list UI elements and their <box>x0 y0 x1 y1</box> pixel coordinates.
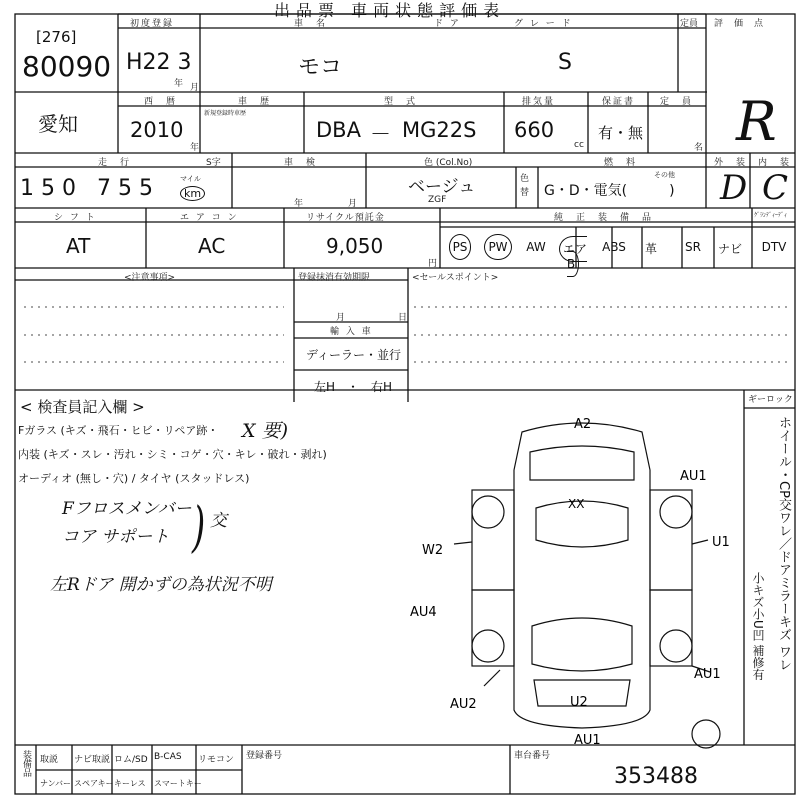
import-label: 輸 入 車 <box>330 327 373 337</box>
equip-leather: 革 <box>644 242 657 256</box>
side-panel-line2: 小キズ小U凹 補修有 <box>751 572 765 681</box>
model-type-value: MG22S <box>402 118 477 142</box>
mark-top: A2 <box>574 417 592 432</box>
warranty-value: 有・無 <box>598 124 644 142</box>
mileage-note: S字 <box>206 158 221 168</box>
inspector-label: < 検査員記入欄 > <box>20 398 145 416</box>
equipment-label: 純 正 装 備 品 <box>554 213 654 223</box>
frame-no-value: 353488 <box>614 764 698 789</box>
interior-label: 内 装 <box>758 158 792 168</box>
mark-left-mid: W2 <box>422 543 444 558</box>
score-value: R <box>736 90 777 153</box>
mark-left-lower: AU4 <box>410 605 437 620</box>
model-year-value: 2010 <box>130 118 184 142</box>
grade-label: グ レ ー ド <box>514 19 573 29</box>
model-type-prefix: DBA <box>316 118 361 142</box>
door-label: ド ア <box>434 19 461 29</box>
displacement-label: 排気量 <box>522 97 556 107</box>
equip-ps: PS <box>442 240 478 254</box>
inspection-month: 月 <box>348 199 360 209</box>
inspector-line1-mark: X 要) <box>242 420 288 442</box>
score-label: 評 価 点 <box>714 19 765 29</box>
bottom-r1-0: 取説 <box>40 755 59 765</box>
side-panel-line1: ホイール・CP交ワレ／ドアミラーキズ ワレ <box>776 416 791 672</box>
first-reg-month: 月 <box>190 83 202 93</box>
mark-bottom: AU1 <box>574 733 601 748</box>
equip-airbag: エアB <box>554 240 592 271</box>
recycle-value: 9,050 <box>326 234 384 258</box>
exterior-value: D <box>720 168 748 208</box>
bottom-r1-2: ロム/SD <box>114 755 148 765</box>
equip-sr: SR <box>685 240 701 254</box>
color-value: ベージュ <box>408 177 476 197</box>
capacity2-label: 定 員 <box>660 97 694 107</box>
lot-number: 80090 <box>22 50 112 83</box>
chassis-note: 新規登録時車歴 <box>204 110 247 117</box>
bottom-r1-3: B-CAS <box>154 752 182 762</box>
recycle-label: リサイクル預託金 <box>306 213 385 223</box>
mark-hood: XX <box>568 497 585 511</box>
inspector-hand2: コア サポート <box>62 527 170 547</box>
equip-aw: AW <box>526 240 546 254</box>
reg-expiry-label: 登録抹消有効期限 <box>298 273 371 283</box>
bottom-left-label: 装備品 <box>21 750 31 777</box>
aircon-label: エ ア コ ン <box>180 213 239 223</box>
import-handle: 左H ・ 右H <box>314 380 393 394</box>
mileage-value: 150 755 <box>20 176 160 201</box>
reg-expiry-day: 日 <box>398 313 410 323</box>
mark-right-mid: U1 <box>712 535 730 550</box>
color-change-label: 色替 <box>520 174 530 198</box>
interior-value: C <box>762 168 789 208</box>
bottom-r2-2: キーレス <box>114 779 146 788</box>
car-name-label: 車 名 <box>294 19 328 29</box>
first-reg-year: 年 <box>174 79 186 89</box>
color-label: 色 (Col.No) <box>424 158 473 168</box>
car-name-value: モコ <box>298 55 343 80</box>
reg-expiry-month: 月 <box>336 313 348 323</box>
equip-abs: ABS <box>602 240 626 254</box>
bottom-r2-1: スペアキー <box>74 779 114 788</box>
bottom-r1-1: ナビ取説 <box>74 755 111 765</box>
chassis-label: 車 歴 <box>238 97 272 107</box>
shift-value: AT <box>66 234 91 258</box>
mileage-unit-mile: マイル <box>180 175 201 183</box>
displacement-value: 660 <box>514 118 555 142</box>
exterior-label: 外 装 <box>714 158 748 168</box>
bottom-r2-3: スマートキー <box>154 779 202 788</box>
inspector-line1: Fガラス (キズ・飛石・ヒビ・リペア跡・ <box>18 424 219 437</box>
first-reg-label: 初度登録 <box>130 19 175 29</box>
vehicle-diagram <box>410 410 744 748</box>
sheet-title: 出品票 車両状態評価表 <box>274 1 506 20</box>
capacity2-unit: 名 <box>694 143 706 153</box>
inspector-hand1: Fフロスメンバー <box>62 499 192 519</box>
capacity-label: 定員 <box>680 19 699 29</box>
inspector-hand-brace: 交 <box>210 511 227 531</box>
notes-label: <注意事項> <box>124 273 176 283</box>
model-year-unit: 年 <box>190 143 202 153</box>
mark-bottom-left: AU2 <box>450 697 477 712</box>
frame-no-label: 車台番号 <box>514 751 551 761</box>
bottom-r2-0: ナンバー <box>40 779 72 788</box>
inspector-line3: オーディオ (無し・穴) / タイヤ (スタッドレス) <box>18 472 250 485</box>
model-year-label: 西 暦 <box>144 97 178 107</box>
shift-label: シ フ ト <box>54 213 97 223</box>
auction-sheet <box>14 1 796 796</box>
recycle-unit: 円 <box>428 259 440 269</box>
inspector-brace: ) <box>192 496 206 560</box>
grade-value: S <box>558 50 572 75</box>
equip-dtv: DTV <box>761 240 787 254</box>
mileage-label: 走 行 <box>98 158 132 168</box>
fuel-label: 燃 料 <box>604 158 638 168</box>
inspector-line2: 内装 (キズ・スレ・汚れ・シミ・コゲ・穴・キレ・破れ・剥れ) <box>18 448 327 461</box>
import-dealer: ディーラー・並行 <box>306 348 402 362</box>
first-reg-value: H22 3 <box>126 50 192 75</box>
prefecture-value: 愛知 <box>38 112 78 136</box>
warranty-label: 保証書 <box>602 97 636 107</box>
reg-no-label: 登録番号 <box>246 751 283 761</box>
inspection-label: 車 検 <box>284 158 318 168</box>
mark-right-lower: AU1 <box>694 667 721 682</box>
side-panel-title: ギーロック <box>748 395 793 405</box>
mark-bottom-mid: U2 <box>570 695 588 710</box>
equip-navi: ナビ <box>717 242 742 256</box>
inspection-year: 年 <box>294 199 306 209</box>
fuel-value: G・D・電気( ) <box>544 183 675 199</box>
equipment-extra: ｸﾞﾗﾝﾃﾞｨｰﾃﾞｨ <box>754 212 788 219</box>
fuel-other: その他 <box>654 171 675 179</box>
sales-point-label: <セールスポイント> <box>412 273 499 283</box>
equip-pw: PW <box>480 240 516 254</box>
color-code: ZGF <box>428 195 447 205</box>
mileage-unit-km: km <box>180 186 205 201</box>
mark-right-top: AU1 <box>680 469 707 484</box>
bottom-r1-4: リモコン <box>198 755 235 765</box>
model-type-dash: － <box>370 122 391 146</box>
inspector-hand3: 左Rドア 開かずの為状況不明 <box>50 575 272 595</box>
aircon-value: AC <box>198 234 226 258</box>
lot-prefix: [276] <box>36 28 77 46</box>
model-type-label: 型 式 <box>384 97 418 107</box>
displacement-unit: cc <box>574 140 584 150</box>
